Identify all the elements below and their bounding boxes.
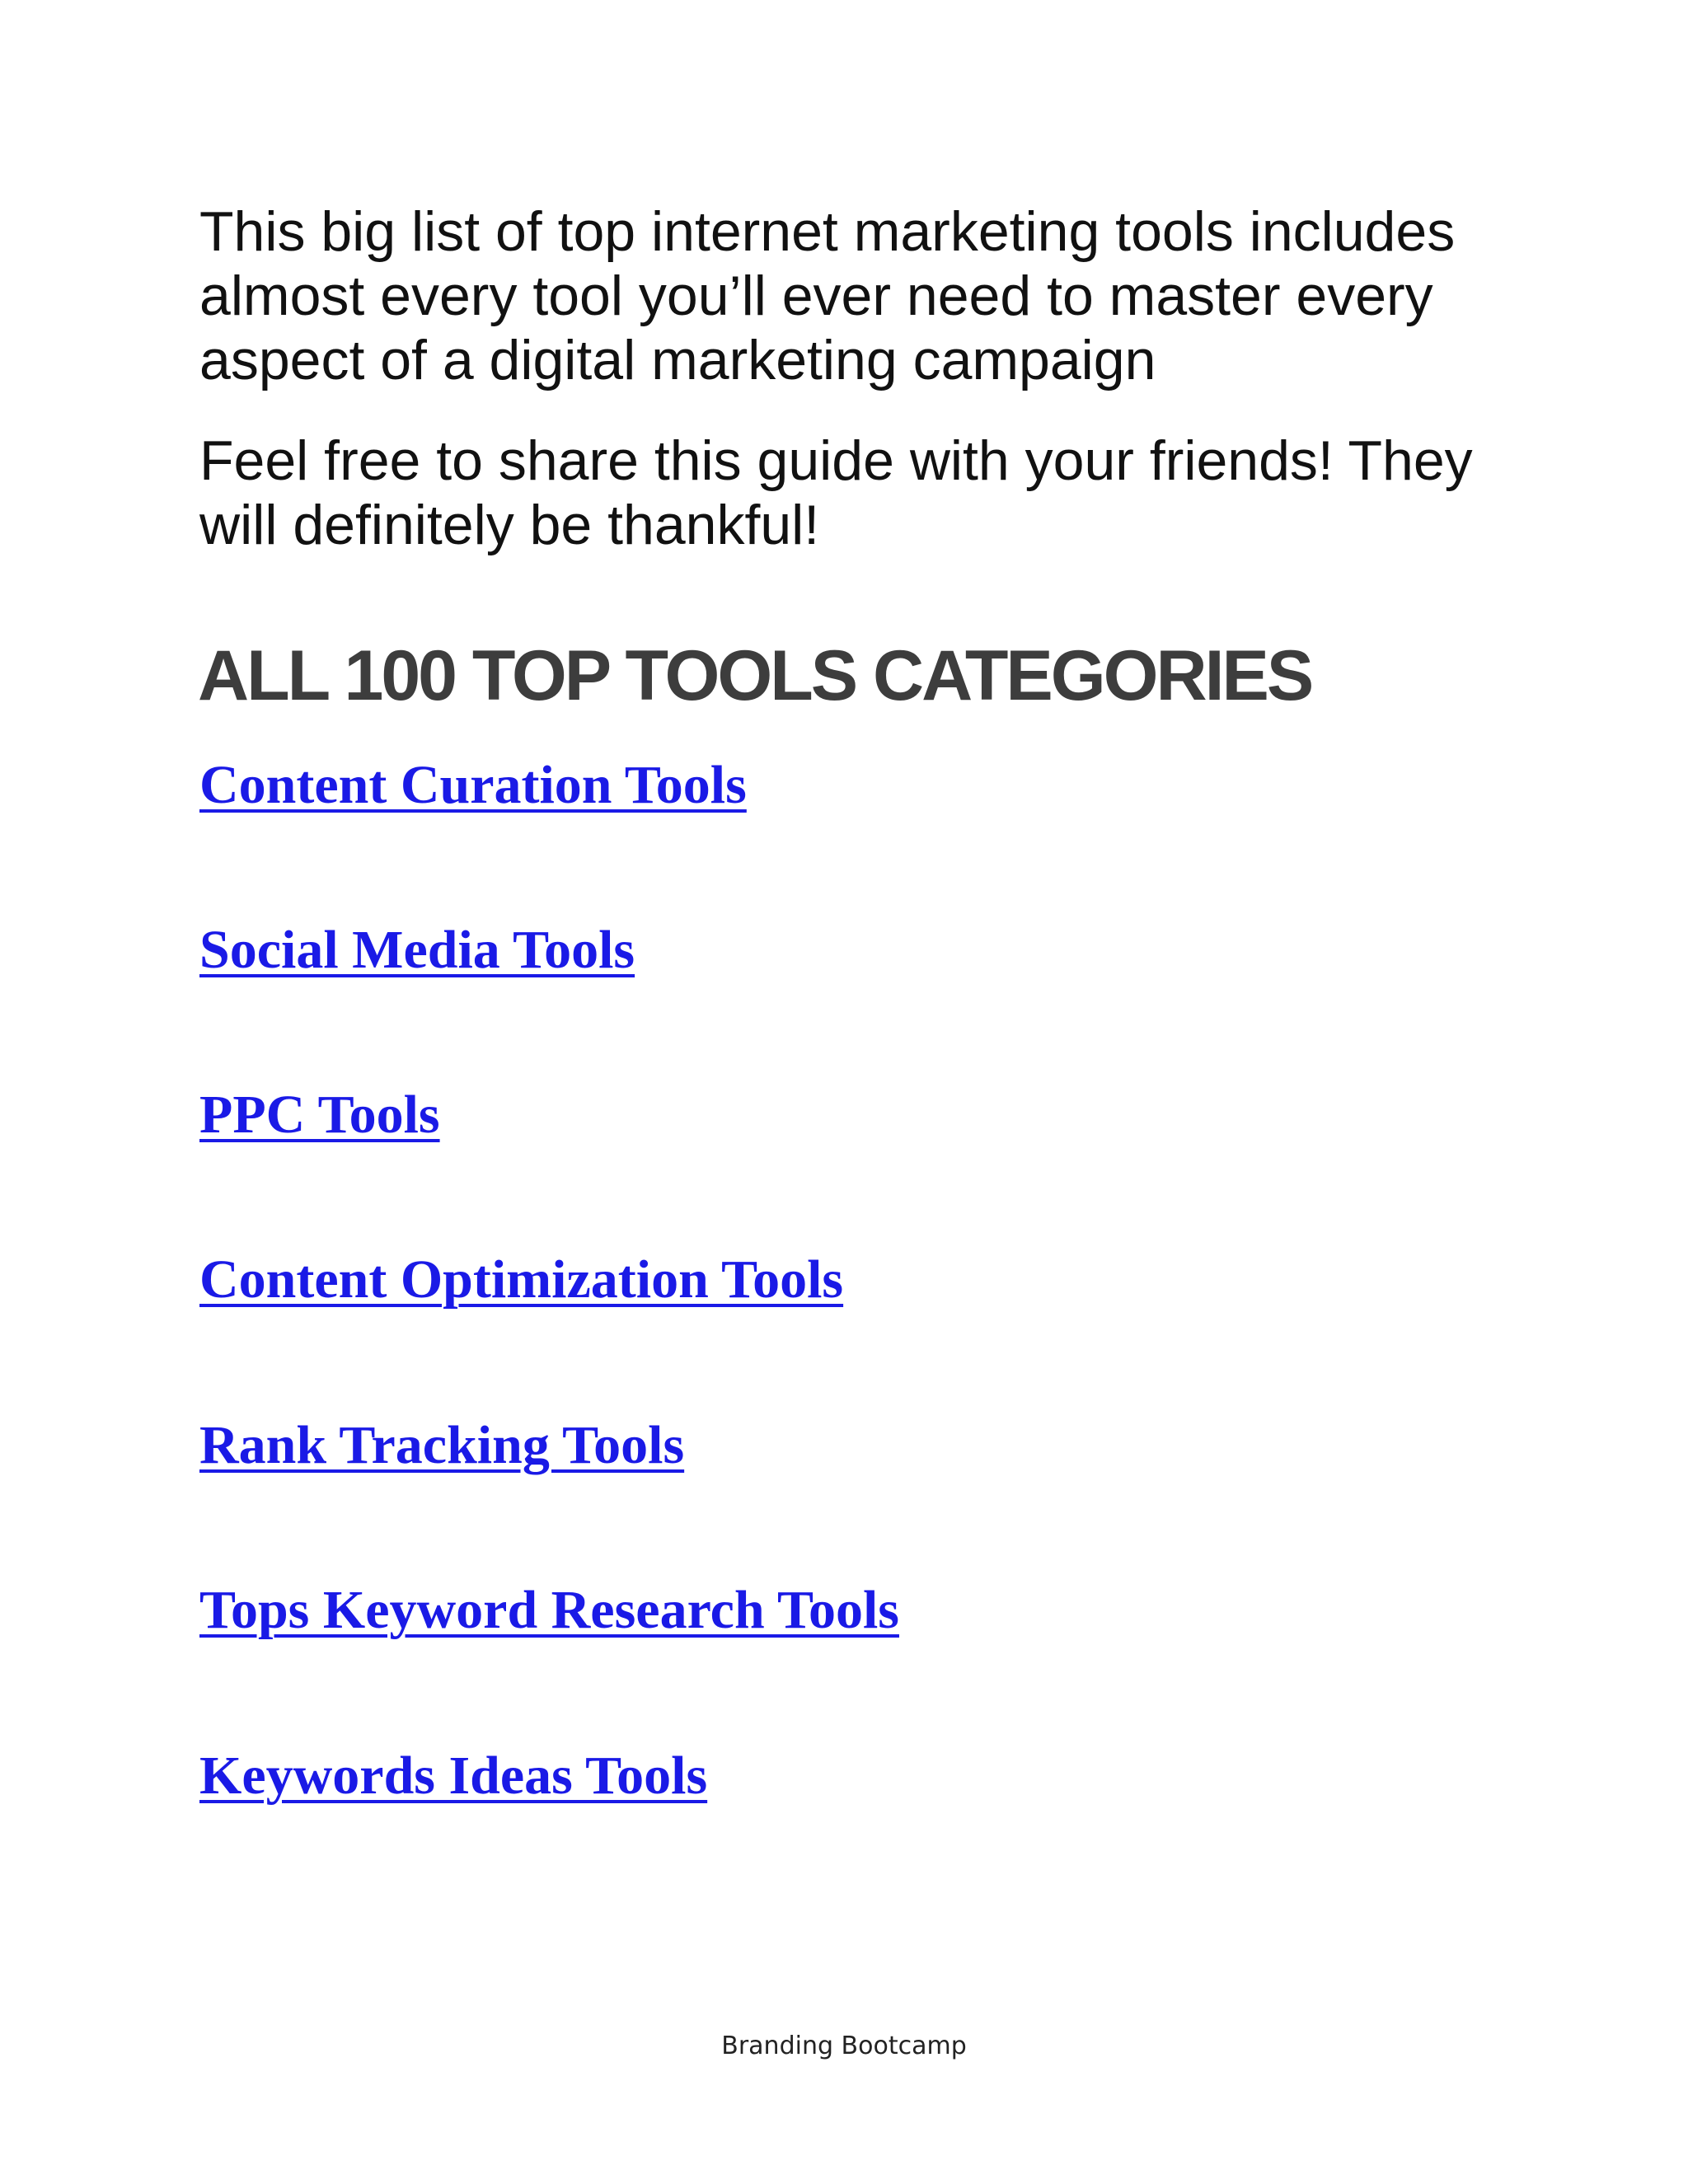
intro-line: almost every tool you’ll ever need to master every bbox=[199, 265, 1433, 327]
link-rank-tracking-tools[interactable]: Rank Tracking Tools bbox=[199, 1415, 685, 1475]
intro-line: This big list of top internet marketing tools includes bbox=[199, 200, 1456, 263]
categories-heading: ALL 100 TOP TOOLS CATEGORIES bbox=[198, 636, 1312, 715]
intro-paragraph-2 bbox=[199, 429, 1535, 557]
intro-line: aspect of a digital marketing campaign bbox=[199, 329, 1156, 391]
page-footer: Branding Bootcamp bbox=[721, 2032, 967, 2060]
link-content-curation-tools[interactable]: Content Curation Tools bbox=[199, 755, 747, 815]
link-social-media-tools[interactable]: Social Media Tools bbox=[199, 920, 635, 980]
intro-paragraph-1 bbox=[199, 199, 1535, 392]
link-ppc-tools[interactable]: PPC Tools bbox=[199, 1085, 440, 1145]
link-keyword-research-tools[interactable]: Tops Keyword Research Tools bbox=[199, 1580, 899, 1640]
link-content-optimization-tools[interactable]: Content Optimization Tools bbox=[199, 1249, 844, 1310]
intro-line: will definitely be thankful! bbox=[199, 494, 820, 556]
link-keywords-ideas-tools[interactable]: Keywords Ideas Tools bbox=[199, 1746, 708, 1806]
intro-line: Feel free to share this guide with your friends! They bbox=[199, 429, 1473, 492]
